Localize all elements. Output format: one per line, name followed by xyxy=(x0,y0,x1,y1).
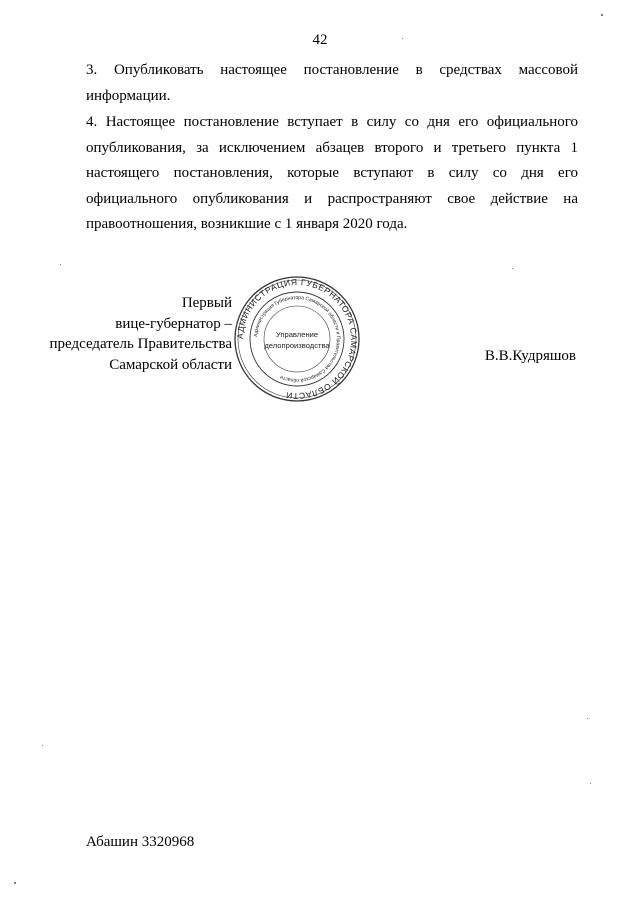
scan-speck xyxy=(601,14,603,16)
signer-title-line: председатель Правительства xyxy=(49,336,232,352)
signer-title-line: Первый xyxy=(181,295,232,311)
scan-speck xyxy=(60,264,61,265)
signer-title-line: Самарской области xyxy=(109,356,232,373)
scan-speck xyxy=(512,268,513,269)
scan-speck xyxy=(42,745,43,746)
paragraph-3: 3. Опубликовать настоящее постановление в средствах массовой информации. xyxy=(86,62,578,104)
signer-title xyxy=(40,293,232,375)
seal-inner-text: Администрация Губернатора Самарской области и Правительства Самарской области xyxy=(253,294,342,384)
seal-outer-text: АДМИНИСТРАЦИЯ ГУБЕРНАТОРА САМАРСКОЙ ОБЛАСТИ xyxy=(234,276,360,402)
seal-center-line-2: делопроизводства xyxy=(264,341,330,350)
scan-speck xyxy=(402,38,403,39)
signer-title-line: вице-губернатор – xyxy=(115,315,232,332)
scan-speck xyxy=(587,718,588,719)
executor-note: Абашин 3320968 xyxy=(86,834,195,850)
signer-name: В.В.Кудряшов xyxy=(484,348,576,364)
paragraph-4: 4. Настоящее постановление вступает в силу со дня его официального опубликования, за исключением абзацев второго и третьего пункта 1 настоящего постановления, которые вступают в силу со дня его официального опубликования и распространяют свое действие на правоотношения, возникшие с 1 января 2020 года. xyxy=(86,114,578,232)
scan-speck xyxy=(14,882,16,884)
page-number: 42 xyxy=(312,32,328,48)
scan-speck xyxy=(590,783,591,784)
official-seal-stamp xyxy=(233,275,361,403)
seal-center-line-1: Управление xyxy=(275,330,319,339)
